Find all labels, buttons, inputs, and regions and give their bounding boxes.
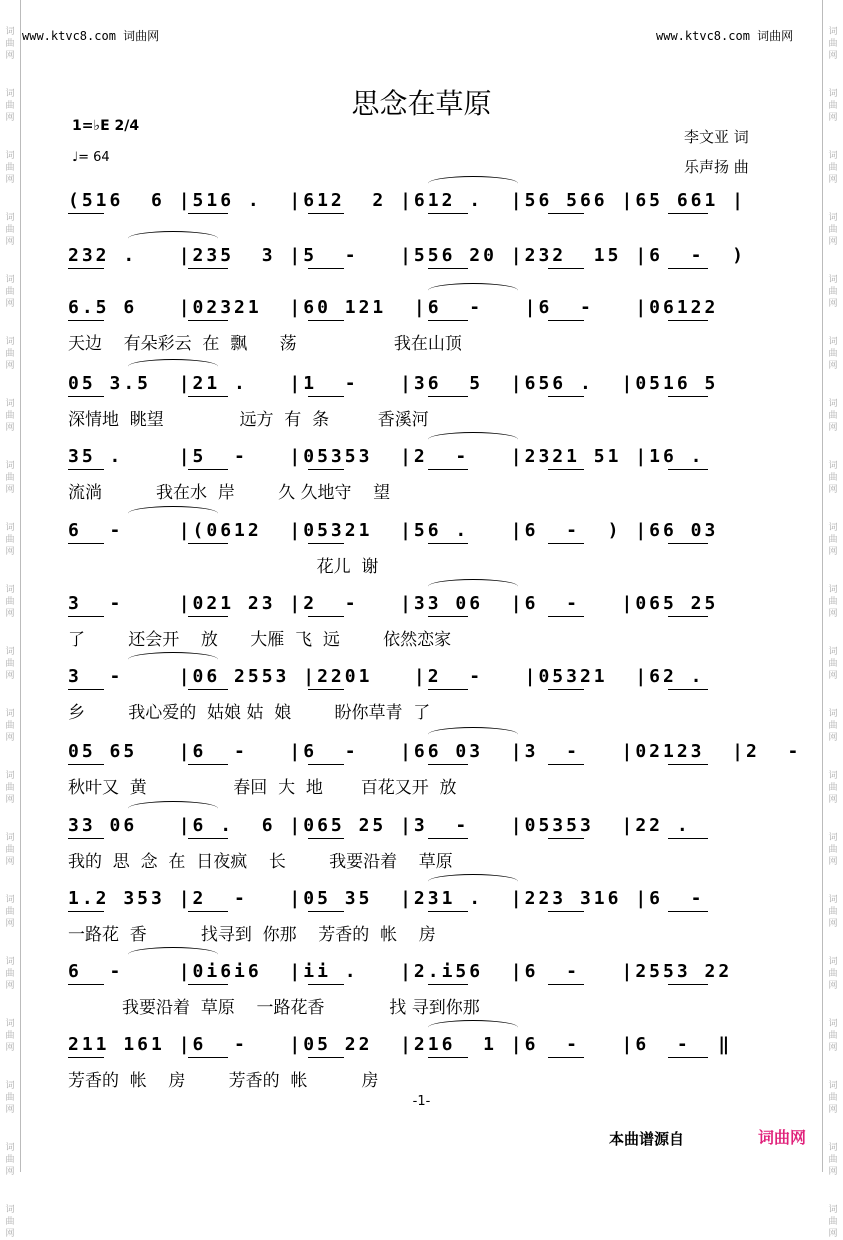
key-signature: 1=♭E 2/4 <box>72 118 140 134</box>
beam-line <box>668 213 708 214</box>
beam-line <box>428 320 468 321</box>
lyric-line: 我的 思 念 在 日夜疯 长 我要沿着 草原 <box>68 852 453 872</box>
beam-line <box>68 1057 104 1058</box>
beam-line <box>668 1057 708 1058</box>
beam-line <box>428 838 468 839</box>
watermark-text: 词 曲 网 <box>828 337 838 371</box>
beam-line <box>668 320 708 321</box>
beam-line <box>548 838 584 839</box>
slur-mark <box>128 947 218 962</box>
beam-line <box>548 469 584 470</box>
beam-line <box>308 213 344 214</box>
watermark-text: 词 曲 网 <box>5 89 15 123</box>
notation-line: 05 65 |6 - |6 - |66 03 |3 - |02123 |2 - <box>68 741 802 762</box>
beam-line <box>188 396 228 397</box>
beam-line <box>428 396 468 397</box>
right-watermark-strip <box>824 0 842 1239</box>
beam-line <box>428 268 468 269</box>
watermark-text: 词 曲 网 <box>828 213 838 247</box>
beam-line <box>548 268 584 269</box>
watermark-text: 词 曲 网 <box>828 771 838 805</box>
header-left-text: www.ktvc8.com 词曲网 <box>22 29 160 43</box>
notation-line: (516 6 |516 . |612 2 |612 . |56 566 |65 661 | <box>68 190 747 211</box>
slur-mark <box>128 652 218 667</box>
beam-line <box>308 689 344 690</box>
beam-line <box>548 911 584 912</box>
notation-line: 33 06 |6 . 6 |065 25 |3 - |05353 |22 . <box>68 815 719 836</box>
beam-line <box>68 689 104 690</box>
beam-line <box>188 1057 228 1058</box>
beam-line <box>68 984 104 985</box>
beam-line <box>308 396 344 397</box>
source-logo: 词曲网 <box>758 1128 807 1147</box>
beam-line <box>668 838 708 839</box>
notation-line: 3 - |021 23 |2 - |33 06 |6 - |065 25 <box>68 593 733 614</box>
beam-line <box>188 911 228 912</box>
lyricist-credit: 李文亚 词 <box>684 128 749 146</box>
watermark-text: 词 曲 网 <box>828 27 838 61</box>
watermark-text: 词 曲 网 <box>5 585 15 619</box>
beam-line <box>68 543 104 544</box>
watermark-text: 词 曲 网 <box>5 523 15 557</box>
beam-line <box>428 1057 468 1058</box>
watermark-text: 词 曲 网 <box>5 1205 15 1239</box>
slur-mark <box>428 579 518 594</box>
beam-line <box>308 764 344 765</box>
beam-line <box>428 984 468 985</box>
watermark-text: 词 曲 网 <box>828 151 838 185</box>
watermark-text: 词 曲 网 <box>5 1081 15 1115</box>
beam-line <box>548 984 584 985</box>
watermark-text: 词 曲 网 <box>828 895 838 929</box>
slur-mark <box>128 506 218 521</box>
notation-line: 35 . |5 - |05353 |2 - |2321 51 |16 . <box>68 446 733 467</box>
lyric-line: 乡 我心爱的 姑娘 姑 娘 盼你草青 了 <box>68 703 431 723</box>
watermark-text: 词 曲 网 <box>828 1205 838 1239</box>
lyric-line: 花儿 谢 <box>68 557 379 577</box>
notation-line: 6 - |(0612 |05321 |56 . |6 - ) |66 03 <box>68 520 747 541</box>
watermark-text: 词 曲 网 <box>5 647 15 681</box>
beam-line <box>188 213 228 214</box>
composer-credit: 乐声扬 曲 <box>684 158 749 176</box>
watermark-text: 词 曲 网 <box>828 709 838 743</box>
watermark-text: 词 曲 网 <box>828 585 838 619</box>
watermark-text: 词 曲 网 <box>5 275 15 309</box>
watermark-text: 词 曲 网 <box>5 1143 15 1177</box>
lyric-line: 秋叶又 黄 春回 大 地 百花又开 放 <box>68 778 457 798</box>
slur-mark <box>128 231 218 246</box>
beam-line <box>428 764 468 765</box>
tempo-marking: ♩= 64 <box>72 150 110 165</box>
beam-line <box>188 838 228 839</box>
lyric-line: 了 还会开 放 大雁 飞 远 依然恋家 <box>68 630 452 650</box>
header-right-text: www.ktvc8.com 词曲网 <box>656 29 794 43</box>
beam-line <box>188 469 228 470</box>
left-watermark-strip <box>1 0 19 1239</box>
beam-line <box>188 764 228 765</box>
beam-line <box>428 543 468 544</box>
beam-line <box>308 320 344 321</box>
beam-line <box>188 616 228 617</box>
beam-line <box>668 984 708 985</box>
watermark-text: 词 曲 网 <box>828 523 838 557</box>
beam-line <box>308 268 344 269</box>
watermark-text: 词 曲 网 <box>828 833 838 867</box>
beam-line <box>668 543 708 544</box>
beam-line <box>668 268 708 269</box>
beam-line <box>188 984 228 985</box>
beam-line <box>308 616 344 617</box>
watermark-text: 词 曲 网 <box>5 895 15 929</box>
watermark-text: 词 曲 网 <box>5 399 15 433</box>
beam-line <box>548 396 584 397</box>
watermark-text: 词 曲 网 <box>5 27 15 61</box>
beam-line <box>68 764 104 765</box>
watermark-text: 词 曲 网 <box>828 957 838 991</box>
beam-line <box>188 268 228 269</box>
beam-line <box>548 764 584 765</box>
notation-line: 05 3.5 |21 . |1 - |36 5 |656 . |0516 5 <box>68 373 719 394</box>
beam-line <box>668 689 708 690</box>
beam-line <box>308 911 344 912</box>
beam-line <box>428 469 468 470</box>
watermark-text: 词 曲 网 <box>828 1081 838 1115</box>
beam-line <box>68 838 104 839</box>
beam-line <box>548 320 584 321</box>
beam-line <box>308 838 344 839</box>
notation-line: 211 161 |6 - |05 22 |216 1 |6 - |6 - ‖ <box>68 1034 733 1055</box>
beam-line <box>188 320 228 321</box>
beam-line <box>308 469 344 470</box>
beam-line <box>668 396 708 397</box>
watermark-text: 词 曲 网 <box>5 709 15 743</box>
watermark-text: 词 曲 网 <box>828 89 838 123</box>
watermark-text: 词 曲 网 <box>5 957 15 991</box>
beam-line <box>428 616 468 617</box>
beam-line <box>188 543 228 544</box>
watermark-text: 词 曲 网 <box>5 771 15 805</box>
beam-line <box>308 543 344 544</box>
watermark-text: 词 曲 网 <box>828 1019 838 1053</box>
right-margin-line <box>822 0 823 1172</box>
beam-line <box>668 764 708 765</box>
watermark-text: 词 曲 网 <box>828 1143 838 1177</box>
watermark-text: 词 曲 网 <box>828 461 838 495</box>
watermark-text: 词 曲 网 <box>5 461 15 495</box>
slur-mark <box>128 801 218 816</box>
beam-line <box>308 984 344 985</box>
slur-mark <box>428 874 518 889</box>
watermark-text: 词 曲 网 <box>5 151 15 185</box>
left-margin-line <box>20 0 21 1172</box>
beam-line <box>548 1057 584 1058</box>
watermark-text: 词 曲 网 <box>5 1019 15 1053</box>
notation-line: 3 - |06 2553 |2201 |2 - |05321 |62 . <box>68 666 733 687</box>
slur-mark <box>428 432 518 447</box>
beam-line <box>308 1057 344 1058</box>
notation-line: 6 - |0i6i6 |ii . |2.i56 |6 - |2553 22 <box>68 961 747 982</box>
beam-line <box>428 689 468 690</box>
page-number: -1- <box>412 1094 431 1109</box>
watermark-text: 词 曲 网 <box>5 213 15 247</box>
beam-line <box>68 268 104 269</box>
beam-line <box>428 213 468 214</box>
notation-line: 6.5 6 |02321 |60 121 |6 - |6 - |06122 <box>68 297 747 318</box>
beam-line <box>668 911 708 912</box>
slur-mark <box>428 727 518 742</box>
slur-mark <box>428 283 518 298</box>
lyric-line: 天边 有朵彩云 在 飘 荡 我在山顶 <box>68 334 462 354</box>
slur-mark <box>428 176 518 191</box>
beam-line <box>548 213 584 214</box>
watermark-text: 词 曲 网 <box>828 647 838 681</box>
beam-line <box>68 911 104 912</box>
beam-line <box>68 469 104 470</box>
slur-mark <box>428 1020 518 1035</box>
beam-line <box>68 213 104 214</box>
lyric-line: 芳香的 帐 房 芳香的 帐 房 <box>68 1071 379 1091</box>
slur-mark <box>128 359 218 374</box>
watermark-text: 词 曲 网 <box>828 275 838 309</box>
beam-line <box>668 469 708 470</box>
beam-line <box>68 396 104 397</box>
notation-line: 232 . |235 3 |5 - |556 20 |232 15 |6 - ) <box>68 245 747 266</box>
beam-line <box>188 689 228 690</box>
lyric-line: 一路花 香 找寻到 你那 芳香的 帐 房 <box>68 925 436 945</box>
lyric-line: 流淌 我在水 岸 久 久地守 望 <box>68 483 391 503</box>
beam-line <box>428 911 468 912</box>
notation-line: 1.2 353 |2 - |05 35 |231 . |223 316 |6 - <box>68 888 733 909</box>
beam-line <box>548 543 584 544</box>
watermark-text: 词 曲 网 <box>5 833 15 867</box>
beam-line <box>68 320 104 321</box>
lyric-line: 深情地 眺望 远方 有 条 香溪河 <box>68 410 429 430</box>
watermark-text: 词 曲 网 <box>5 337 15 371</box>
beam-line <box>548 689 584 690</box>
song-title: 思念在草原 <box>351 87 492 120</box>
source-label: 本曲谱源自 <box>609 1130 685 1148</box>
lyric-line: 我要沿着 草原 一路花香 找 寻到你那 <box>68 998 480 1018</box>
beam-line <box>68 616 104 617</box>
beam-line <box>548 616 584 617</box>
beam-line <box>668 616 708 617</box>
watermark-text: 词 曲 网 <box>828 399 838 433</box>
